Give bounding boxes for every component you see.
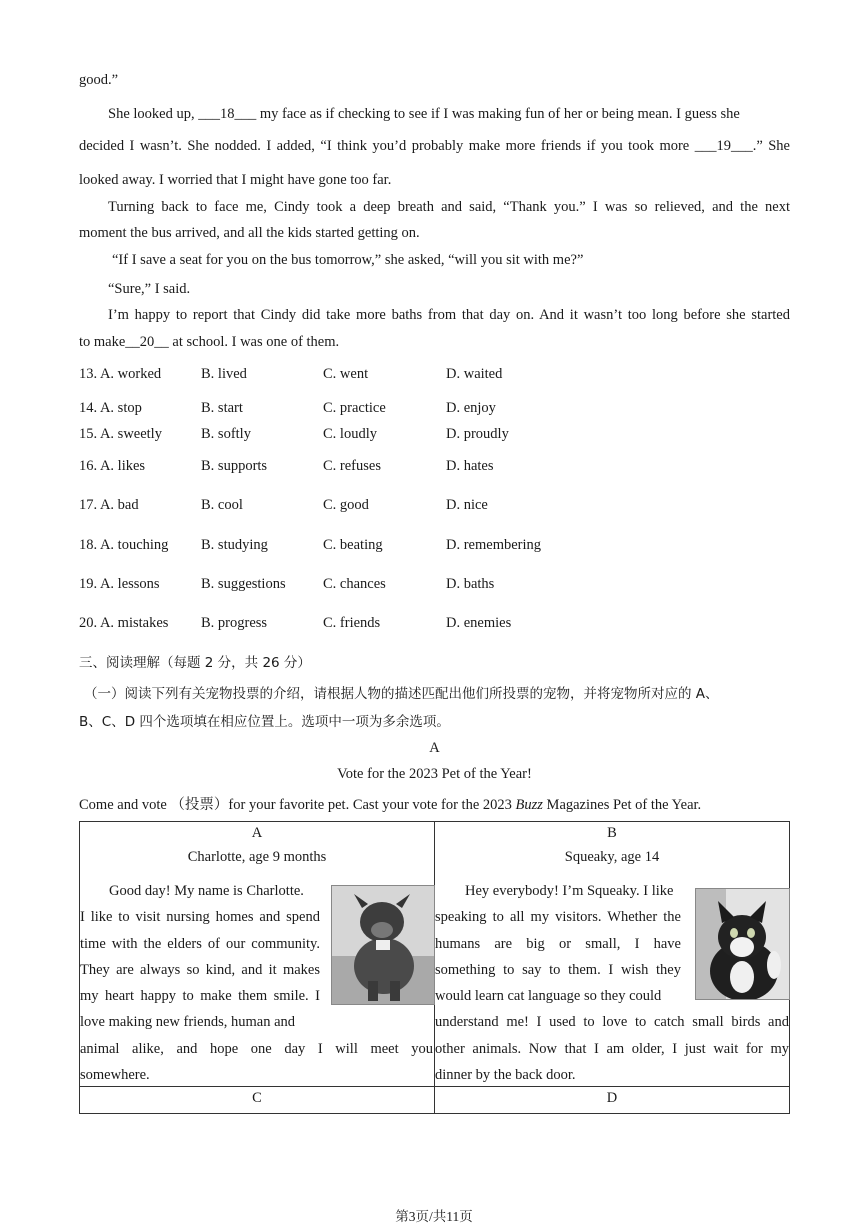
section-instruction: （一）阅读下列有关宠物投票的介绍，请根据人物的描述匹配出他们所投票的宠物，并将宠物所对应的 A、 [84,686,719,702]
option-a: 18. A. touching [79,537,169,553]
option-d: D. enjoy [446,400,496,416]
option-d: D. hates [446,458,494,474]
option-c: C. went [323,366,369,382]
option-d: D. waited [446,366,503,382]
pet-cell-a [80,822,435,1087]
option-b: B. progress [201,615,268,631]
option-b: B. softly [201,426,251,442]
reading-intro: Come and vote （投票）for your favorite pet. Cast your vote for the 2023 Buzz Magazines Pet of the Year. [79,797,702,813]
option-d: D. remembering [446,537,542,553]
pet-description: Hey everybody! I’m Squeaky. I like speaking to all my visitors. Whether the humans are big or small, I have something to say to them. I wish they would learn cat language so they could understand me! I used to love to catch small birds and other animals. Now that I am older, I just wait for my dinner by the back door. [435,883,789,1084]
passage-line: looked away. I worried that I might have gone too far. [79,172,392,188]
pet-cell-b [435,822,790,1087]
option-b: B. supports [201,458,268,474]
page-footer: 第3页/共11页 [395,1209,473,1224]
passage-line: Turning back to face me, Cindy took a deep breath and said, “Thank you.” I was so relieved, and the next [108,199,790,215]
pet-label: D [606,1090,618,1106]
pet-name: Charlotte, age 9 months [187,849,327,865]
pet-cell-c [80,1087,435,1114]
option-a: 16. A. likes [79,458,146,474]
option-b: B. cool [201,497,243,513]
option-c: C. refuses [323,458,381,474]
option-a: 20. A. mistakes [79,615,169,631]
option-c: C. beating [323,537,383,553]
option-b: B. suggestions [201,576,286,592]
option-b: B. studying [201,537,268,553]
pet-name: Squeaky, age 14 [564,849,660,865]
pets-table [79,821,790,1114]
passage-line: to make__20__ at school. I was one of them. [79,334,340,350]
reading-label: A [429,740,440,756]
option-a: 13. A. worked [79,366,162,382]
option-d: D. proudly [446,426,509,442]
passage-line: “If I save a seat for you on the bus tomorrow,” she asked, “will you sit with me?” [112,252,584,268]
section-instruction: B、C、D 四个选项填在相应位置上。选项中一项为多余选项。 [79,714,450,730]
option-b: B. lived [201,366,247,382]
option-a: 15. A. sweetly [79,426,162,442]
option-a: 19. A. lessons [79,576,160,592]
option-d: D. enemies [446,615,512,631]
option-d: D. nice [446,497,488,513]
passage-line: moment the bus arrived, and all the kids started getting on. [79,225,420,241]
passage-line: “Sure,” I said. [108,281,191,297]
option-a: 14. A. stop [79,400,142,416]
option-c: C. loudly [323,426,377,442]
pet-cell-d [435,1087,790,1114]
pet-description: Good day! My name is Charlotte. I like to visit nursing homes and spend time with the elders of our community. They are always so kind, and it makes my heart happy to make them smile. I love making new friends, human and animal alike, and hope one day I will meet you somewhere. [80,883,433,1084]
section-heading: 三、阅读理解（每题 2 分，共 26 分） [79,655,311,671]
option-b: B. start [201,400,243,416]
option-d: D. baths [446,576,495,592]
option-c: C. chances [323,576,386,592]
reading-title: Vote for the 2023 Pet of the Year! [337,766,532,782]
passage-line: I’m happy to report that Cindy did take more baths from that day on. And it wasn’t too long before she started [108,307,790,323]
option-c: C. practice [323,400,386,416]
pet-label: B [607,825,617,841]
option-a: 17. A. bad [79,497,139,513]
pet-label: C [252,1090,262,1106]
option-c: C. good [323,497,369,513]
passage-line: good.” [79,72,119,88]
passage-line: She looked up, ___18___ my face as if checking to see if I was making fun of her or being mean. I guess she [108,106,740,122]
option-c: C. friends [323,615,381,631]
passage-line: decided I wasn’t. She nodded. I added, “I think you’d probably make more friends if you took more ___19___.” She [79,138,790,154]
pet-label: A [251,825,263,841]
